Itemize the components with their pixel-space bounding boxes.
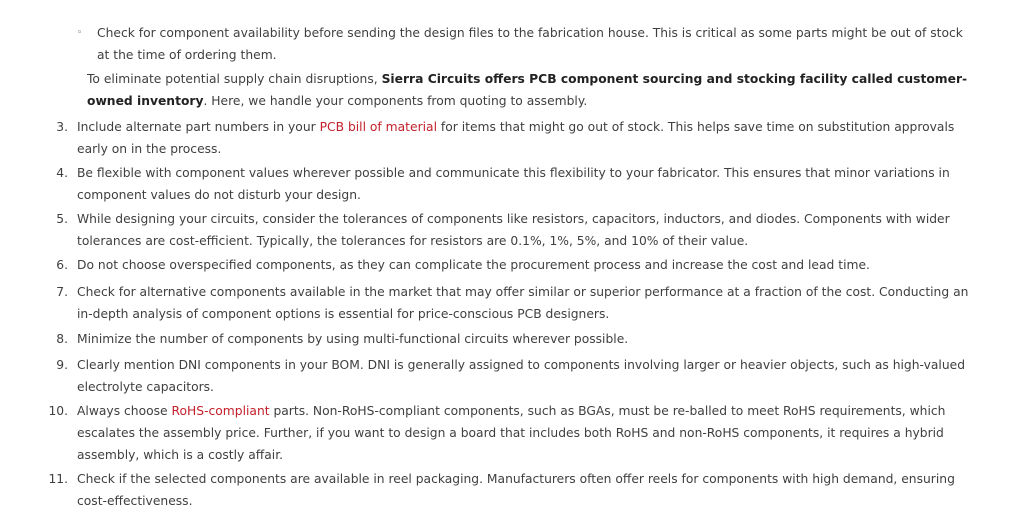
- note-bold-inventory: called customer-owned inventory: [87, 72, 968, 108]
- list-item-text: [77, 116, 977, 160]
- list-number: 10.: [48, 404, 68, 418]
- sub-bullet-icon: ◦: [77, 28, 83, 38]
- list-item-text: Check if the selected components are available in reel packaging. Manufacturers often offer reels for components with high demand, ensuring cost-effectiveness.: [77, 472, 955, 508]
- component-sourcing-link[interactable]: PCB component sourcing and stocking facility: [529, 72, 848, 86]
- list-item-text: Check for alternative components available in the market that may offer similar or superior performance at a fraction of the cost. Conducting an in-depth analysis of component options is essential for price-conscious PCB designers.: [77, 285, 969, 321]
- list-number: 5.: [56, 212, 68, 226]
- list-number: 9.: [56, 358, 68, 372]
- sub-list-item: [97, 22, 967, 66]
- list-item-text: Clearly mention DNI components in your BOM. DNI is generally assigned to components involving larger or heavier objects, such as high-valued electrolyte capacitors.: [77, 358, 966, 394]
- list-item-text: Minimize the number of components by using multi-functional circuits wherever possible.: [77, 332, 629, 346]
- list-number: 3.: [56, 120, 68, 134]
- pcb-bom-link[interactable]: PCB bill of material: [319, 120, 437, 134]
- list-number: 11.: [48, 472, 68, 486]
- list-item-text: [77, 400, 977, 466]
- item-text-after: for items that might go out of stock. This helps save time on substitution approvals early on in the process.: [77, 120, 955, 156]
- rohs-compliant-link[interactable]: RoHS-compliant: [171, 404, 270, 418]
- list-item-text: Be flexible with component values wherever possible and communicate this flexibility to your fabricator. This ensures that minor variations in component values do not disturb your design.: [77, 166, 950, 202]
- list-number: 8.: [56, 332, 68, 346]
- list-number: 4.: [56, 166, 68, 180]
- list-item-text: While designing your circuits, consider the tolerances of components like resistors, capacitors, inductors, and diodes. Components with wider tolerances are cost-efficient. Typically, the tolerances for resistors are 0.1%, 1%, 5%, and 10% of their value.: [77, 212, 950, 248]
- sourcing-note: [87, 68, 977, 112]
- note-text-after: . Here, we handle your components from quoting to assembly.: [203, 94, 588, 108]
- note-bold-company: Sierra Circuits offers: [381, 72, 530, 86]
- list-number: 6.: [56, 258, 68, 272]
- list-item-text: Do not choose overspecified components, as they can complicate the procurement process and increase the cost and lead time.: [77, 258, 870, 272]
- sub-list-item-text: Check for component availability before sending the design files to the fabrication house. This is critical as some parts might be out of stock at the time of ordering them.: [97, 26, 963, 62]
- list-number: 7.: [56, 285, 68, 299]
- item-text-after: parts. Non-RoHS-compliant components, such as BGAs, must be re-balled to meet RoHS requirements, which escalates the assembly price. Further, if you want to design a board that includes both RoHS and non-RoHS components, it requires a hybrid assembly, which is a costly affair.: [77, 404, 946, 462]
- item-text-before: Always choose: [77, 404, 172, 418]
- item-text-before: Include alternate part numbers in your: [77, 120, 320, 134]
- note-text-before: To eliminate potential supply chain disruptions,: [87, 72, 382, 86]
